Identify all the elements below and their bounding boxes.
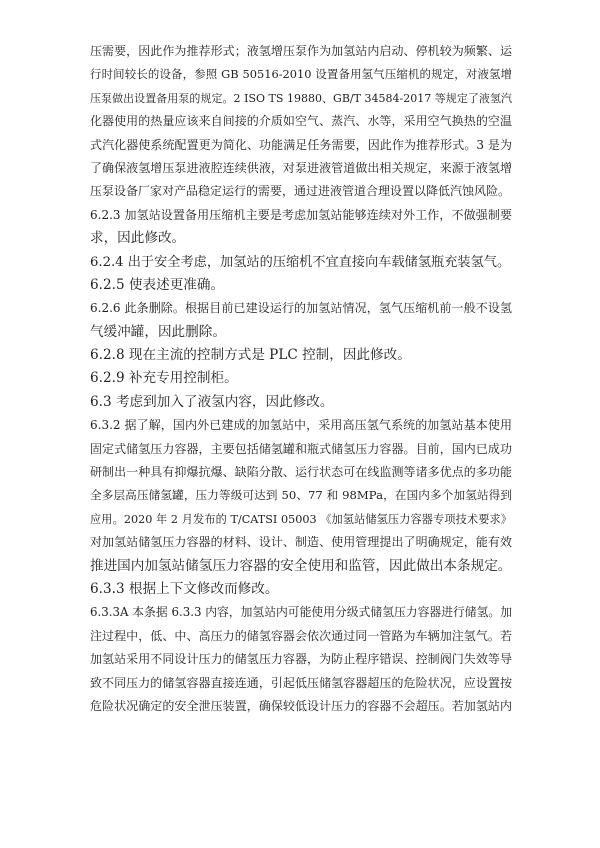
text-line: 推进国内加氢站储氢压力容器的安全使用和监管，因此做出本条规定。: [90, 557, 512, 574]
body-text: [90, 40, 512, 718]
text-line: 对加氢站储氢压力容器的材料、设计、制造、使用管理提出了明确规定，能有效: [90, 535, 512, 550]
text-line: 6.2.9 补充专用控制柜。: [90, 370, 238, 387]
text-line: 压泵设备厂家对产品稳定运行的需要，通过进液管道合理设置以降低汽蚀风险。: [90, 184, 511, 199]
text-line: 6.2.3 加氢站设置备用压缩机主要是考虑加氢站能够连续对外工作，不做强制要: [90, 207, 512, 222]
text-line: 应用。2020 年 2 月发布的 T/CATSI 05003 《加氢站储氢压力容器专项技术要求》: [90, 512, 512, 526]
text-line: 注过程中，低、中、高压力的储氢容器会依次通过同一管路为车辆加注氢气。若: [90, 628, 512, 643]
text-line: 危险状况确定的安全泄压装置，确保较低设计压力的容器不会超压。若加氢站内: [90, 698, 512, 713]
text-line: 6.3.2 据了解，国内外已建成的加氢站中，采用高压氢气系统的加氢站基本使用: [90, 418, 512, 433]
text-line: 化器使用的热量应该来自间接的介质如空气、蒸汽、水等，采用空气换热的空温: [90, 114, 512, 129]
text-line: 6.2.5 使表述更准确。: [90, 276, 225, 293]
text-line: 6.3 考虑到加入了液氢内容，因此修改。: [90, 393, 334, 410]
text-line: 6.2.4 出于安全考虑，加氢站的压缩机不宜直接向车载储氢瓶充装氢气。: [90, 254, 511, 270]
text-line: 固定式储氢压力容器，主要包括储氢罐和瓶式储氢压力容器。目前，国内已成功: [90, 441, 512, 456]
text-line: 气缓冲罐，因此删除。: [90, 323, 226, 340]
text-line: 致不同压力的储氢容器直接连通，引起低压储氢容器超压的危险状况，应设置按: [90, 675, 512, 690]
text-line: 全多层高压储氢罐，压力等级可达到 50、77 和 98MPa，在国内多个加氢站得到: [90, 488, 512, 503]
text-line: 研制出一种具有抑爆抗爆、缺陷分散、运行状态可在线监测等诸多优点的多功能: [90, 465, 512, 480]
text-line: 6.3.3 根据上下文修改而修改。: [90, 580, 279, 597]
text-line: 了确保液氢增压泵进液腔连续供液，对泵进液管道做出相关规定，来源于液氢增: [90, 160, 512, 175]
text-line: 压泵做出设置备用泵的规定。2 ISO TS 19880、GB/T 34584-2017 等规定了液氢汽: [90, 91, 512, 105]
text-line: 6.2.8 现在主流的控制方式是 PLC 控制，因此修改。: [90, 347, 411, 364]
text-line: 求，因此修改。: [90, 230, 186, 247]
text-line: 6.2.6 此条删除。根据目前已建设运行的加氢站情况，氢气压缩机前一般不设氢: [90, 301, 512, 316]
text-line: 式汽化器使系统配置更为简化、功能满足任务需要，因此作为推荐形式。3 是为: [90, 137, 512, 152]
text-line: 行时间较长的设备，参照 GB 50516-2010 设置备用氢气压缩机的规定，对液氢增: [90, 67, 512, 82]
text-line: 6.3.3A 本条据 6.3.3 内容，加氢站内可能使用分级式储氢压力容器进行储氢。加: [90, 605, 512, 620]
text-line: 加氢站采用不同设计压力的储氢压力容器，为防止程序错误、控制阀门失效等导: [90, 652, 512, 667]
text-line: 压需要，因此作为推荐形式；液氢增压泵作为加氢站内启动、停机较为频繁、运: [90, 44, 512, 58]
